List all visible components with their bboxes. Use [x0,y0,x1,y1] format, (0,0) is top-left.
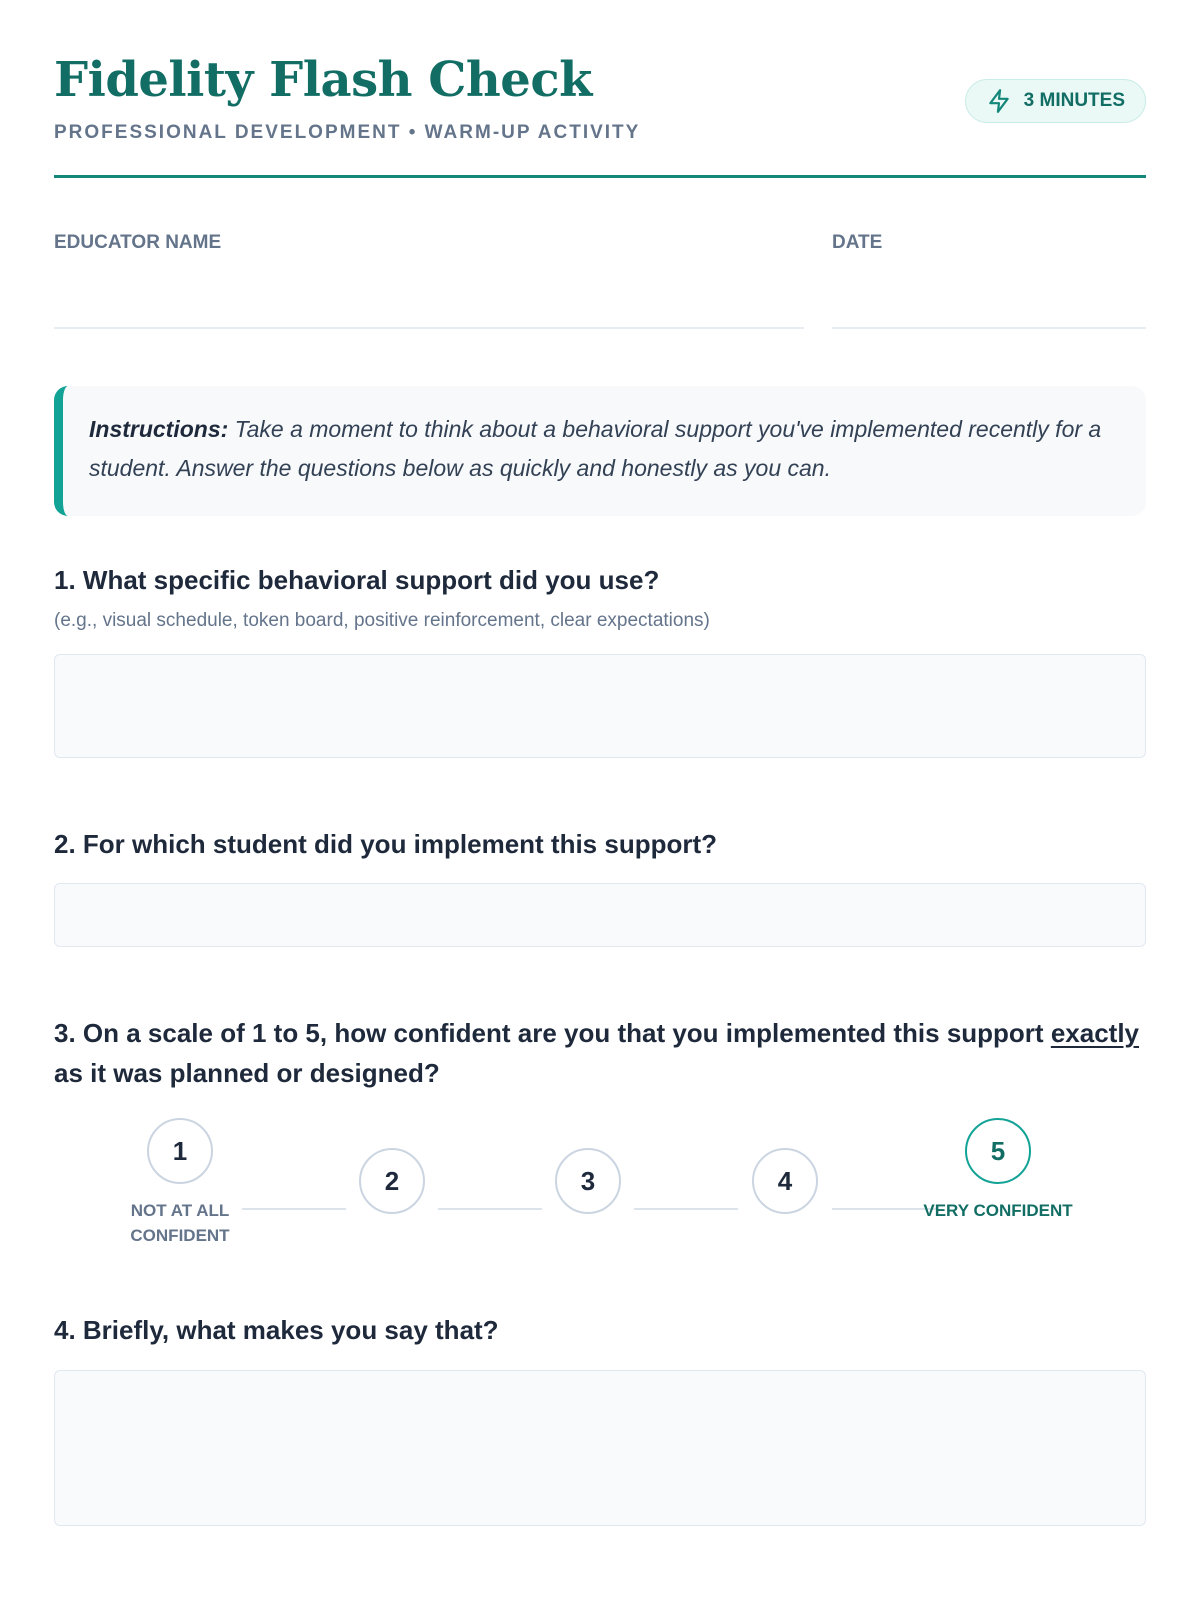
date-field[interactable] [832,327,1146,329]
question-4: 4. Briefly, what makes you say that? [54,1315,499,1345]
duration-badge [965,79,1146,123]
question-2: 2. For which student did you implement this support? [54,829,718,859]
instructions-box [54,386,1146,516]
question-4-answer-field[interactable] [54,1370,1146,1526]
page-title: Fidelity Flash Check [54,52,592,108]
scale-connector [438,1208,542,1210]
question-3-text-after: as it was planned or designed? [54,1058,440,1088]
lightning-bolt-icon [986,88,1012,114]
page-subtitle: PROFESSIONAL DEVELOPMENT • WARM-UP ACTIVITY [54,122,641,143]
confidence-scale [54,1135,1146,1296]
scale-option-4[interactable]: 4 [752,1148,818,1214]
scale-option-5[interactable]: 5 [965,1118,1031,1184]
instructions-lead: Instructions: [89,416,229,442]
instructions-text: Take a moment to think about a behavioral support you've implemented recently for a student. Answer the questions below as quickly and honestly as you can. [89,416,1102,481]
scale-option-1[interactable]: 1 [147,1118,213,1184]
question-3-text-before: 3. On a scale of 1 to 5, how confident are you that you implemented this support [54,1018,1044,1048]
educator-name-field[interactable] [54,327,804,329]
question-3-emphasis: exactly [1050,1018,1140,1048]
educator-name-label: EDUCATOR NAME [54,232,222,253]
scale-max-label: VERY CONFIDENT [923,1201,1073,1220]
question-3 [54,1013,1146,1093]
question-1-answer-field[interactable] [54,654,1146,758]
scale-option-2[interactable]: 2 [359,1148,425,1214]
scale-min-label: NOT AT ALL CONFIDENT [130,1201,230,1245]
question-1: 1. What specific behavioral support did you use? [54,565,660,595]
scale-option-3[interactable]: 3 [555,1148,621,1214]
page-header [54,0,1146,178]
educator-info-row [54,232,1146,332]
question-1-hint: (e.g., visual schedule, token board, positive reinforcement, clear expectations) [54,610,710,631]
scale-connector [634,1208,738,1210]
duration-label: 3 MINUTES [1023,90,1125,111]
question-2-answer-field[interactable] [54,883,1146,947]
date-label: DATE [832,232,883,253]
